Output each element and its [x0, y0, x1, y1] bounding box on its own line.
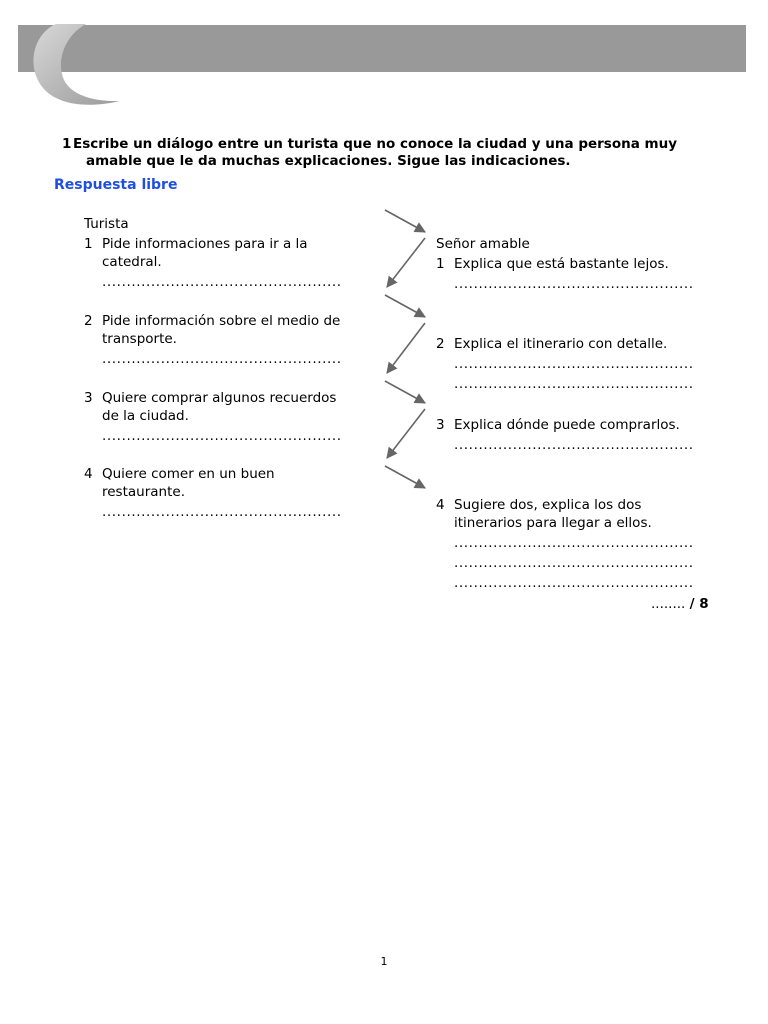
answer-line[interactable]: ................................................. — [102, 274, 342, 290]
exercise-number: 1 — [62, 136, 72, 152]
item-text: Explica que está bastante lejos. — [454, 256, 669, 272]
answer-line[interactable]: ................................................. — [102, 428, 342, 444]
arrow-right-1 — [385, 210, 425, 232]
tourist-heading: Turista — [84, 216, 129, 232]
score-dots[interactable]: ........ — [651, 596, 686, 612]
item-text: Explica el itinerario con detalle. — [454, 336, 668, 352]
item-text: Quiere comer en un buen — [102, 466, 275, 482]
item-text: Explica dónde puede comprarlos. — [454, 417, 680, 433]
answer-line[interactable]: ................................................. — [454, 555, 694, 571]
item-text: Quiere comprar algunos recuerdos — [102, 390, 337, 406]
item-number: 4 — [436, 497, 445, 513]
answer-line[interactable]: ................................................. — [454, 356, 694, 372]
item-text: Sugiere dos, explica los dos — [454, 497, 642, 513]
arrow-right-4 — [385, 466, 425, 488]
score-total: / 8 — [689, 596, 709, 612]
item-text: Pide información sobre el medio de — [102, 313, 341, 329]
item-text-cont: de la ciudad. — [102, 408, 189, 424]
instruction-line-2: amable que le da muchas explicaciones. Sigue las indicaciones. — [86, 153, 571, 169]
item-number: 4 — [84, 466, 93, 482]
answer-line[interactable]: ................................................. — [454, 535, 694, 551]
instruction-line-1: Escribe un diálogo entre un turista que no conoce la ciudad y una persona muy — [73, 136, 677, 152]
item-number: 2 — [84, 313, 93, 329]
answer-line[interactable]: ................................................. — [454, 376, 694, 392]
answer-line[interactable]: ................................................. — [454, 575, 694, 591]
answer-note: Respuesta libre — [54, 177, 178, 193]
arrow-left-3 — [387, 409, 425, 458]
answer-line[interactable]: ................................................. — [454, 437, 694, 453]
item-number: 1 — [84, 236, 93, 252]
arrow-right-2 — [385, 295, 425, 317]
answer-line[interactable]: ................................................. — [454, 276, 694, 292]
item-text-cont: catedral. — [102, 254, 162, 270]
item-text-cont: transporte. — [102, 331, 177, 347]
page-number: 1 — [380, 955, 388, 968]
item-number: 1 — [436, 256, 445, 272]
item-number: 2 — [436, 336, 445, 352]
item-number: 3 — [436, 417, 445, 433]
arrow-left-2 — [387, 323, 425, 373]
answer-line[interactable]: ................................................. — [102, 504, 342, 520]
arrow-right-3 — [385, 381, 425, 403]
item-text-cont: itinerarios para llegar a ellos. — [454, 515, 652, 531]
item-number: 3 — [84, 390, 93, 406]
answer-line[interactable]: ................................................. — [102, 351, 342, 367]
item-text-cont: restaurante. — [102, 484, 185, 500]
item-text: Pide informaciones para ir a la — [102, 236, 308, 252]
kind-man-heading: Señor amable — [436, 236, 530, 252]
score — [651, 595, 709, 613]
arrow-left-1 — [387, 238, 425, 287]
